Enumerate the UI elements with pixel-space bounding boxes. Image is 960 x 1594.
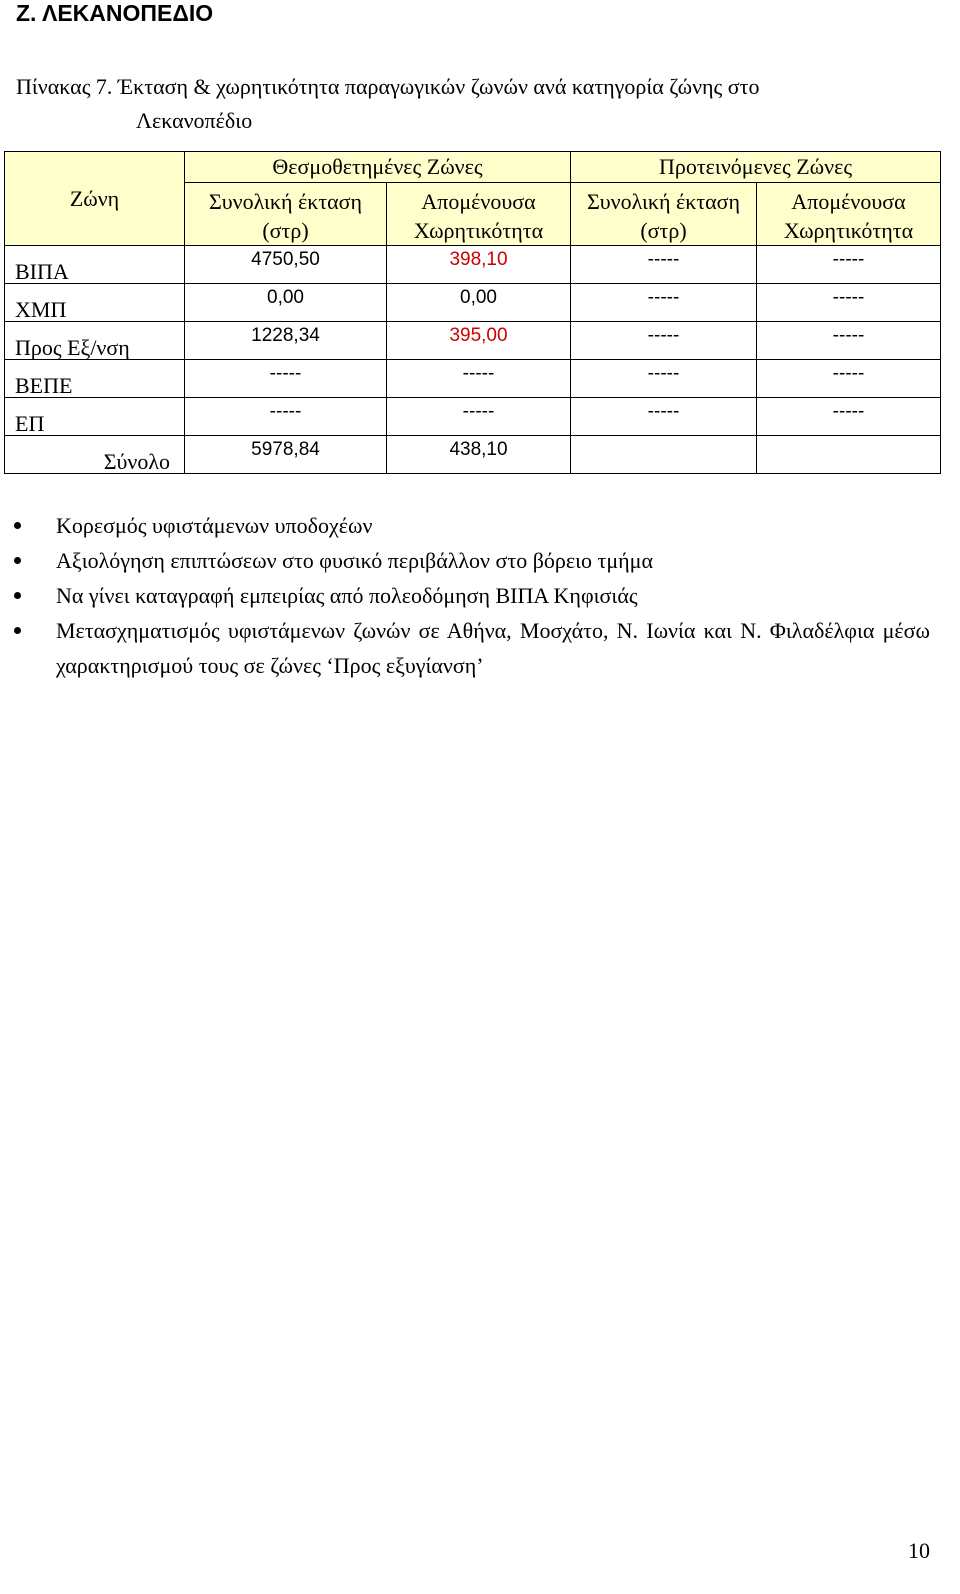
established-remaining: ----- [387,398,571,436]
bullet-icon [14,592,21,599]
recommendations-list [0,508,930,683]
zone-name: ΕΠ [5,398,185,436]
bullet-icon [14,557,21,564]
list-item [0,578,930,613]
established-area: ----- [185,360,387,398]
zone-name: Προς Εξ/νση [5,322,185,360]
established-remaining: 395,00 [387,322,571,360]
table-row [5,284,941,322]
established-remaining: 0,00 [387,284,571,322]
list-item-text: Να γίνει καταγραφή εμπειρίας από πολεοδόμηση ΒΙΠΑ Κηφισιάς [56,583,638,608]
caption-line-1: Πίνακας 7. Έκταση & χωρητικότητα παραγωγικών ζωνών ανά κατηγορία ζώνης στο [16,74,760,99]
established-area: 1228,34 [185,322,387,360]
caption-line-2: Λεκανοπέδιο [136,108,253,133]
table-header-row-1 [5,152,941,183]
established-area: 4750,50 [185,246,387,284]
zone-column-header: Ζώνη [5,152,185,246]
total-proposed-area [571,436,757,474]
list-item-text: Μετασχηματισμός υφιστάμενων ζωνών σε Αθήνα, Μοσχάτο, Ν. Ιωνία και Ν. Φιλαδέλφια μέσω χαρακτηρισμού τους σε ζώνες ‘Προς εξυγίανση’ [56,618,930,678]
table-row [5,398,941,436]
proposed-remaining: ----- [757,246,941,284]
proposed-remaining: ----- [757,398,941,436]
established-zones-header: Θεσμοθετημένες Ζώνες [185,152,571,183]
established-remaining: ----- [387,360,571,398]
proposed-area: ----- [571,246,757,284]
table-total-row [5,436,941,474]
list-item-text: Αξιολόγηση επιπτώσεων στο φυσικό περιβάλλον στο βόρειο τμήμα [56,548,653,573]
proposed-zones-header: Προτεινόμενες Ζώνες [571,152,941,183]
established-area: 0,00 [185,284,387,322]
proposed-area: ----- [571,360,757,398]
proposed-total-area-header: Συνολική έκταση (στρ) [571,183,757,246]
zone-name: ΒΙΠΑ [5,246,185,284]
proposed-area: ----- [571,284,757,322]
list-item [0,543,930,578]
page-number: 10 [908,1538,930,1563]
established-remaining: 398,10 [387,246,571,284]
total-established-remaining: 438,10 [387,436,571,474]
total-established-area: 5978,84 [185,436,387,474]
zone-name: ΒΕΠΕ [5,360,185,398]
list-item-text: Κορεσμός υφιστάμενων υποδοχέων [56,513,373,538]
section-title: Ζ. ΛΕΚΑΝΟΠΕΔΙΟ [16,0,214,26]
proposed-remaining-header: Απομένουσα Χωρητικότητα [757,183,941,246]
table-caption [16,70,896,138]
established-remaining-header: Απομένουσα Χωρητικότητα [387,183,571,246]
table-row [5,246,941,284]
total-proposed-remaining [757,436,941,474]
proposed-area: ----- [571,398,757,436]
established-total-area-header: Συνολική έκταση (στρ) [185,183,387,246]
proposed-area: ----- [571,322,757,360]
list-item [0,613,930,683]
bullet-icon [14,522,21,529]
table-row [5,360,941,398]
zones-table [4,151,941,474]
proposed-remaining: ----- [757,284,941,322]
proposed-remaining: ----- [757,360,941,398]
bullet-icon [14,627,21,634]
established-area: ----- [185,398,387,436]
list-item [0,508,930,543]
zone-name: ΧΜΠ [5,284,185,322]
total-label: Σύνολο [5,436,185,474]
table-row [5,322,941,360]
proposed-remaining: ----- [757,322,941,360]
